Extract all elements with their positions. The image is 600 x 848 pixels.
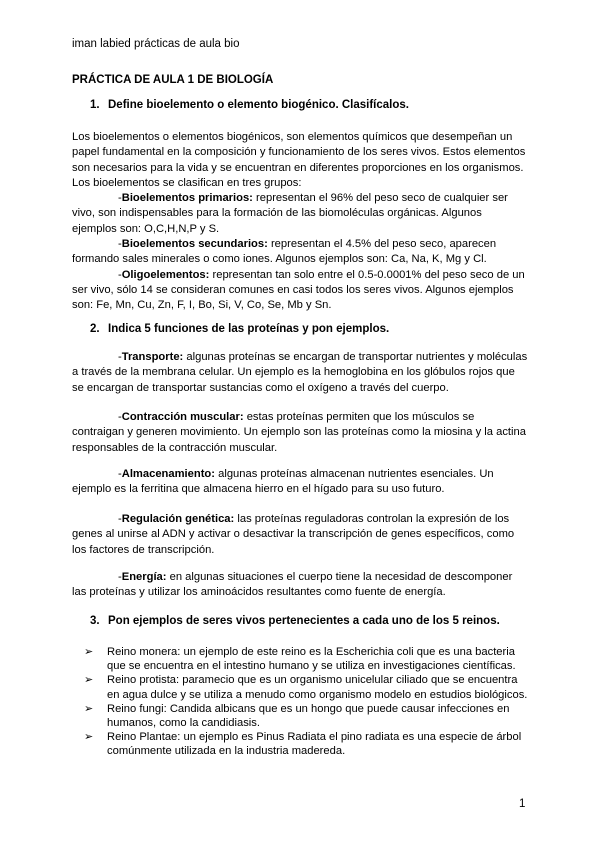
q1-primary-paragraph bbox=[72, 191, 528, 237]
q2-item-prefix: - bbox=[118, 571, 122, 583]
q2-item-energy bbox=[72, 570, 528, 601]
q2-item-text: las proteínas reguladoras controlan la expresión de los genes al unirse al ADN y activar o desactivar la transcripción de genes específicos, como los factores de transcripción. bbox=[72, 513, 515, 556]
list-item-text: Reino monera: un ejemplo de este reino es la Escherichia coli que es una bacteria que se encuentra en el intestino humano y se utiliza en investigaciones científicas. bbox=[107, 646, 516, 673]
page-number: 1 bbox=[519, 798, 526, 810]
q1-secondary-label: Bioelementos secundarios: bbox=[121, 238, 268, 251]
q3-heading bbox=[90, 615, 500, 627]
q2-item-label: Regulación genética: bbox=[121, 513, 235, 525]
list-item bbox=[84, 730, 528, 758]
q2-heading-text: Indica 5 funciones de las proteínas y pon ejemplos. bbox=[108, 323, 390, 335]
q2-item-label: Energía: bbox=[121, 571, 167, 583]
arrow-bullet-icon: ➢ bbox=[84, 702, 94, 715]
q1-primary-prefix: - bbox=[118, 192, 122, 205]
q1-primary-label: Bioelementos primarios: bbox=[121, 192, 253, 205]
q1-number: 1. bbox=[90, 99, 100, 111]
q2-item-label: Almacenamiento: bbox=[121, 468, 215, 480]
q1-secondary-paragraph bbox=[72, 237, 528, 268]
q1-oligo-prefix: - bbox=[118, 268, 122, 281]
q2-item-prefix: - bbox=[118, 468, 122, 480]
q2-item-text: algunas proteínas almacenan nutrientes esenciales. Un ejemplo es la ferritina que almacena hierro en el hígado para su uso futuro. bbox=[72, 468, 494, 496]
q3-heading-text: Pon ejemplos de seres vivos pertenecientes a cada uno de los 5 reinos. bbox=[108, 615, 500, 627]
q1-secondary-prefix: - bbox=[118, 238, 122, 251]
q1-secondary-text: representan el 4.5% del peso seco, aparecen formando sales minerales o como iones. Algunos ejemplos son: Ca, Na, K, Mg y Cl. bbox=[72, 238, 497, 266]
list-item-text: Reino protista: paramecio que es un organismo unicelular ciliado que se encuentra en agua dulce y se utiliza a menudo como organismo modelo en estudios biológicos. bbox=[107, 674, 528, 701]
q3-number: 3. bbox=[90, 615, 100, 627]
q1-oligo-text: representan tan solo entre el 0.5-0.0001% del peso seco de un ser vivo, sólo 14 se consideran comunes en casi todos los seres vivos. Algunos ejemplos son: Fe, Mn, Cu, Zn, F, I, Bo, Si, V, Co, Se, Mb y Sn. bbox=[72, 268, 525, 312]
list-item-text: Reino Plantae: un ejemplo es Pinus Radiata el pino radiata es una especie de árbol comúnmente utilizada en la industria madereda. bbox=[107, 731, 522, 758]
list-item-text: Reino fungi: Candida albicans que es un hongo que puede causar infecciones en humanos, como la candidiasis. bbox=[107, 702, 510, 730]
arrow-bullet-icon: ➢ bbox=[84, 646, 94, 658]
q2-number: 2. bbox=[90, 323, 100, 335]
q2-item-label: Transporte: bbox=[121, 351, 184, 363]
q2-item-text: estas proteínas permiten que los músculos se contraigan y generen movimiento. Un ejemplo son las proteínas como la miosina y la actina responsables de la contracción muscular. bbox=[72, 411, 526, 454]
q2-item-prefix: - bbox=[118, 411, 122, 423]
q1-intro: Los bioelementos o elementos biogénicos, son elementos químicos que desempeñan un papel fundamental en la composición y funcionamiento de los seres vivos. Estos elementos son necesarios para la vida y se encuentran en diferentes proporciones en los organismos. Los bioelementos se clasifican en tres grupos: bbox=[72, 131, 526, 189]
q1-primary-text: representan el 96% del peso seco de cualquier ser vivo, son indispensables para la formación de las biomoléculas orgánicas. Algunos ejemplos son: O,C,H,N,P y S. bbox=[72, 192, 508, 235]
q2-item-storage bbox=[72, 467, 528, 498]
q2-item-gene-regulation bbox=[72, 512, 528, 558]
arrow-bullet-icon: ➢ bbox=[84, 674, 94, 687]
q1-body bbox=[72, 130, 528, 314]
q2-item-prefix: - bbox=[118, 513, 122, 525]
q1-oligo-label: Oligoelementos: bbox=[121, 268, 210, 281]
arrow-bullet-icon: ➢ bbox=[84, 731, 94, 744]
q2-item-prefix: - bbox=[118, 351, 122, 363]
list-item bbox=[84, 645, 528, 673]
list-item bbox=[84, 673, 528, 701]
page-header: iman labied prácticas de aula bio bbox=[72, 38, 240, 50]
q2-item-label: Contracción muscular: bbox=[121, 411, 244, 423]
q2-item-muscle bbox=[72, 410, 528, 456]
q3-kingdom-list bbox=[84, 645, 528, 759]
list-item bbox=[84, 702, 528, 730]
document-title: PRÁCTICA DE AULA 1 DE BIOLOGÍA bbox=[72, 74, 274, 86]
q1-heading bbox=[90, 99, 409, 111]
q2-item-transport bbox=[72, 350, 528, 396]
q2-item-text: en algunas situaciones el cuerpo tiene la necesidad de descomponer las proteínas y utilizar los aminoácidos resultantes como fuente de energía. bbox=[72, 571, 513, 599]
q2-item-text: algunas proteínas se encargan de transportar nutrientes y moléculas a través de la membrana celular. Un ejemplo es la hemoglobina en los glóbulos rojos que se encargan de transportar sustancias como el oxígeno a través del cuerpo. bbox=[72, 351, 528, 394]
q1-oligo-paragraph bbox=[72, 268, 528, 314]
q1-heading-text: Define bioelemento o elemento biogénico. Clasifícalos. bbox=[108, 99, 409, 111]
q2-heading bbox=[90, 323, 389, 335]
